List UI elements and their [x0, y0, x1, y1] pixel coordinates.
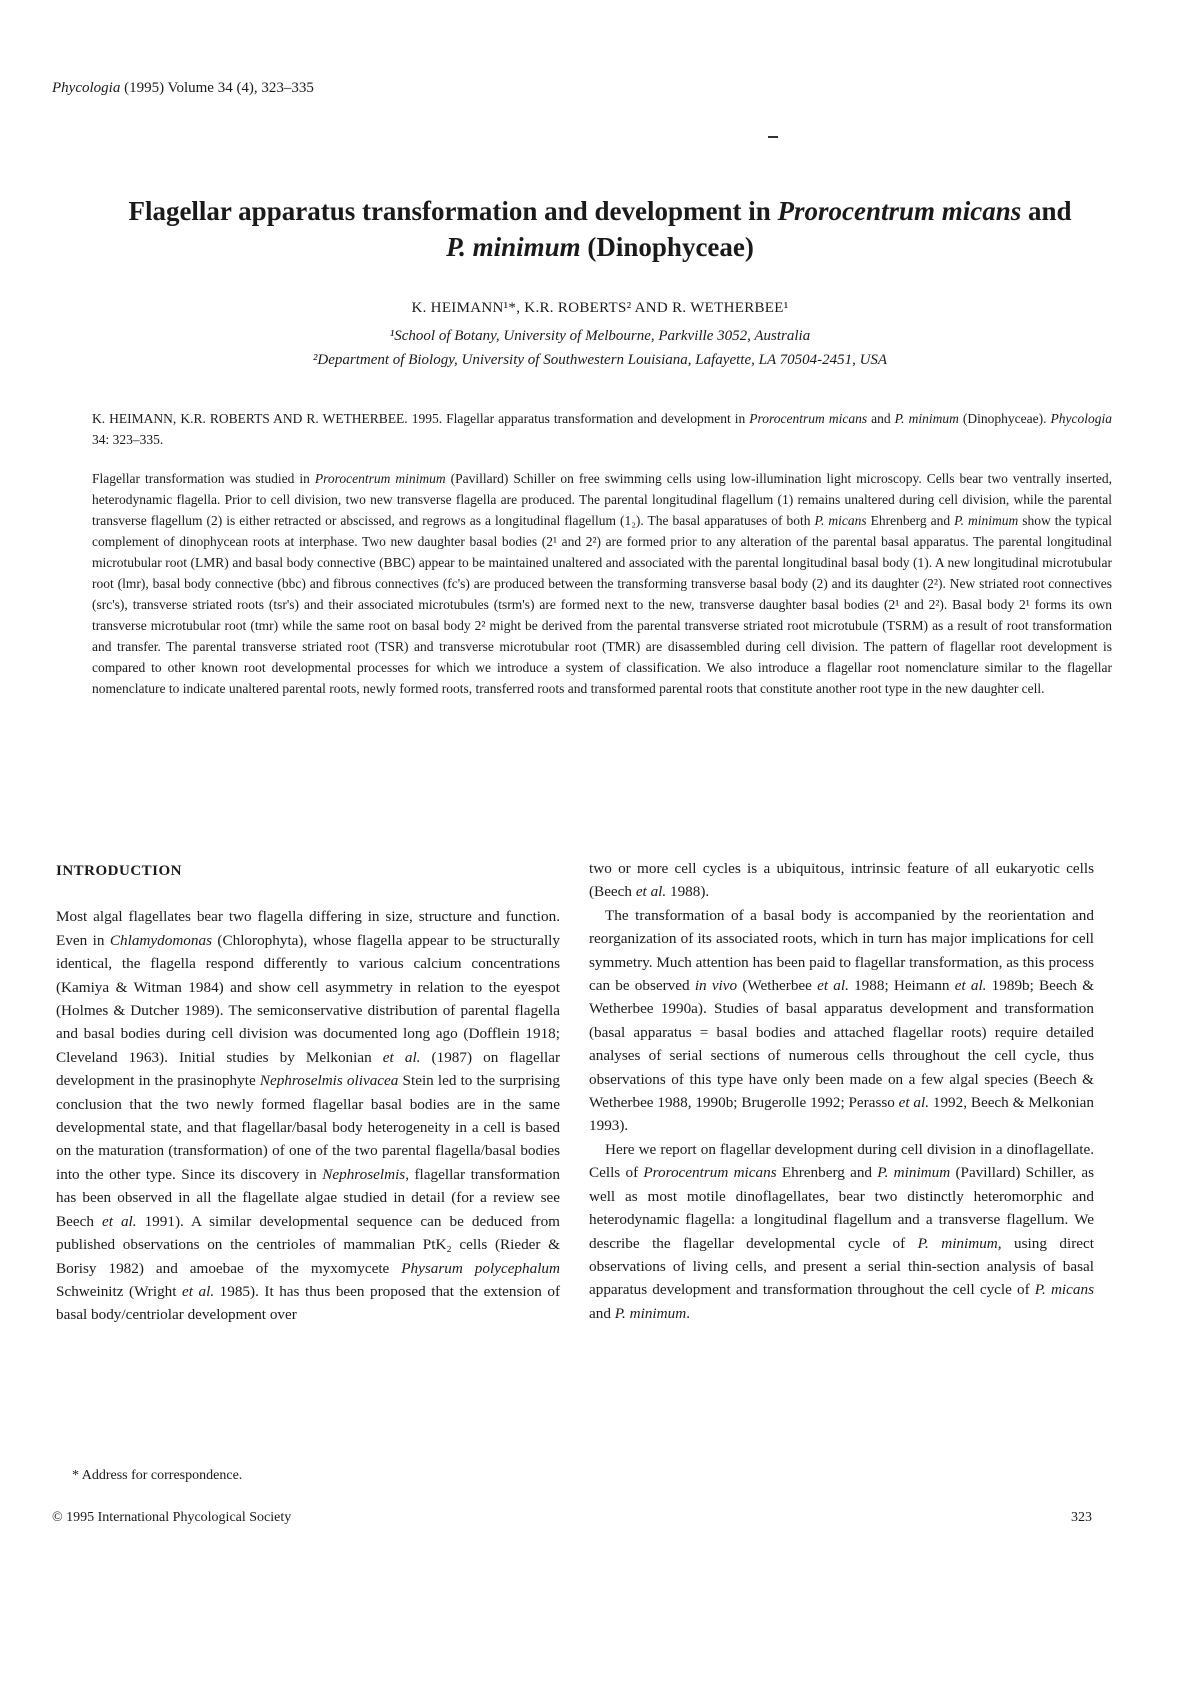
- citation-text: (Dinophyceae).: [958, 411, 1051, 426]
- citation-journal: Phycologia: [1050, 411, 1112, 426]
- abstract-text: Ehrenberg and: [866, 513, 955, 528]
- body-text: and: [589, 1304, 615, 1322]
- title-text: (Dinophyceae): [580, 232, 754, 262]
- species-name: Prorocentrum micans: [643, 1164, 777, 1182]
- species-name: P. minimum,: [917, 1234, 1002, 1252]
- title-text: and: [1021, 196, 1072, 226]
- species-name: Nephroselmis olivacea: [259, 1072, 399, 1090]
- abstract-text: Flagellar transformation was studied in: [92, 471, 315, 486]
- article-title: [50, 193, 1150, 265]
- body-text: 1988).: [666, 883, 710, 901]
- abstract-species: P. minimum: [954, 513, 1019, 528]
- body-text: 1992, Beech & Melkonian 1993).: [589, 1094, 1094, 1135]
- citation-species: Prorocentrum micans: [749, 411, 868, 426]
- title-species: Prorocentrum micans: [777, 196, 1022, 226]
- author-list: K. HEIMANN¹*, K.R. ROBERTS² AND R. WETHERBEE¹: [411, 300, 789, 316]
- journal-name: Phycologia: [52, 80, 121, 96]
- abstract-species: Prorocentrum minimum: [314, 471, 446, 486]
- title-species: P. minimum: [446, 232, 581, 262]
- body-text: Here we report on flagellar development during cell division in a dinoflagellate. Cells of: [589, 1140, 1094, 1182]
- body-text: 1985). It has thus been proposed that the extension of basal body/centriolar development over: [56, 1282, 561, 1324]
- title-text: Flagellar apparatus transformation and development in: [128, 196, 778, 226]
- species-name: P. minimum: [614, 1304, 687, 1322]
- citation-text: K. HEIMANN, K.R. ROBERTS AND R. WETHERBEE. 1995. Flagellar apparatus transformation and development in: [92, 411, 750, 426]
- et-al: et al.: [182, 1282, 215, 1300]
- body-text: 1989b; Beech & Wetherbee 1990a). Studies of basal apparatus development and transformation (basal apparatus = basal bodies and attached flagellar roots) require detailed analyses of serial sections of numerous cells throughout the cell cycle, thus observations of this type have only been made on a few algal species (Beech & Wetherbee 1988, 1990b; Brugerolle 1992; Perasso: [589, 977, 1095, 1112]
- intro-paragraph-continued: [589, 857, 1094, 904]
- genus-name: Chlamydomonas: [109, 931, 212, 949]
- genus-name: Nephroselmis: [322, 1165, 406, 1183]
- body-text: (Chlorophyta), whose flagella appear to be structurally identical, the flagella respond differently to various calcium concentrations (Kamiya & Witman 1984) and show cell asymmetry in relation to the eyespot (Holmes & Dutcher 1989). The semiconservative distribution of parental flagella and basal bodies during cell division was documented long ago (Dofflein 1918; Cleveland 1963). Initial studies by Melkonian: [56, 931, 560, 1066]
- et-al: et al.: [635, 883, 667, 901]
- citation: [92, 408, 1112, 450]
- body-text: (Pavillard) Schiller, as well as most motile dinoflagellates, bear two distinctly heteromorphic and heterodynamic flagella: a longitudinal flagellum and a transverse flagellum. We describe the flagellar developmental cycle of: [589, 1164, 1095, 1252]
- body-text: two or more cell cycles is a ubiquitous, intrinsic feature of all eukaryotic cells (Beech: [589, 860, 1094, 901]
- et-al: et al.: [382, 1048, 421, 1066]
- in-vivo: in vivo: [694, 977, 738, 995]
- column-right: [589, 857, 1094, 1325]
- body-text: The transformation of a basal body is accompanied by the reorientation and reorganization of its associated roots, which in turn has major implications for cell symmetry. Much attention has been paid to flagellar transformation, as this process can be observed: [589, 906, 1094, 995]
- intro-paragraph: [589, 904, 1094, 1138]
- intro-paragraph: [589, 1138, 1094, 1325]
- body-text: Most algal flagellates bear two flagella differing in size, structure and function. Even in: [56, 908, 560, 949]
- abstract-species: P. micans: [814, 513, 867, 528]
- et-al: et al.: [954, 977, 987, 995]
- species-name: P. micans: [1034, 1281, 1094, 1299]
- body-text: Schweinitz (Wright: [56, 1282, 183, 1300]
- species-name: Physarum polycephalum: [401, 1259, 560, 1277]
- et-al: et al.: [101, 1212, 137, 1230]
- abstract-text: show the typical complement of dinophycean roots at interphase. Two new daughter basal bodies (2¹ and 2²) are formed prior to any alteration of the parental basal apparatus. The parental longitudinal microtubular root (LMR) and basal body connective (BBC) appear to be maintained unaltered and associated with the parental longitudinal basal body (1). A new longitudinal microtubular root (lmr), basal body connective (bbc) and fibrous connectives (fc's) are produced between the transforming transverse basal body (2) and its daughter (2²). New striated root connectives (src's), transverse striated roots (tsr's) and their associated microtubules (tsrm's) are formed next to the new, transverse daughter basal bodies (2¹ and 2²). Basal body 2¹ forms its own transverse microtubular root (tmr) while the same root on basal body 2² might be derived from the parental transverse striated root microtubule (TSRM) as a result of root transformation and transfer. The parental transverse striated root (TSR) and transverse microtubular root (TMR) are disassembled during cell division. The pattern of flagellar root development is compared to other known root developmental processes for which we introduce a system of classification. We also introduce a flagellar root nomenclature similar to the flagellar nomenclature to indicate unaltered parental roots, newly formed roots, transferred roots and transformed parental roots that constitute another root type in the new daughter cell.: [92, 513, 1112, 696]
- body-text: 1988; Heimann: [848, 977, 955, 995]
- citation-species: P. minimum: [894, 411, 959, 426]
- scan-mark: [768, 136, 778, 138]
- body-text: .: [686, 1304, 690, 1322]
- abstract: [92, 468, 1112, 699]
- body-text: (1987) on flagellar development in the prasinophyte: [56, 1048, 561, 1090]
- body-text: Stein led to the surprising conclusion that the two newly formed flagellar basal bodies are in the same developmental state, and that flagellar/basal body heterogeneity in a cell is based on the maturation (transformation) of one of the two parental flagella/basal bodies into the other type. Since its discovery in: [56, 1072, 560, 1183]
- page-number: 323: [1071, 1510, 1092, 1525]
- affiliation-2: ²Department of Biology, University of Southwestern Louisiana, Lafayette, LA 70504-2451, USA: [312, 352, 888, 368]
- et-al: et al.: [817, 977, 849, 995]
- et-al: et al.: [898, 1094, 930, 1112]
- affiliation-1: ¹School of Botany, University of Melbourne, Parkville 3052, Australia: [389, 328, 811, 344]
- body-text: using direct observations of living cells, and present a serial thin-section analysis of basal apparatus development and transformation throughout the cell cycle of: [589, 1234, 1094, 1299]
- body-text: (Wetherbee: [737, 977, 818, 995]
- section-heading: INTRODUCTION: [56, 863, 183, 879]
- journal-volume-pages: (1995) Volume 34 (4), 323–335: [120, 80, 314, 96]
- citation-text: 34: 323–335.: [92, 432, 164, 447]
- intro-paragraph: [56, 905, 560, 1326]
- footnote: * Address for correspondence.: [72, 1468, 243, 1483]
- running-header: [52, 80, 314, 97]
- citation-text: and: [867, 411, 895, 426]
- species-name: P. minimum: [877, 1164, 951, 1182]
- body-text: , flagellar transformation has been observed in all the flagellate algae studied in detail (for a review see Beech: [56, 1165, 560, 1230]
- copyright-notice: © 1995 International Phycological Society: [52, 1510, 292, 1525]
- column-left: [56, 860, 560, 1327]
- body-text: Ehrenberg and: [776, 1164, 878, 1182]
- body-text: 1991). A similar developmental sequence can be deduced from published observations on the centrioles of mammalian PtK₂ cells (Rieder & Borisy 1982) and amoebae of the myxomycete: [56, 1212, 560, 1277]
- abstract-text: (Pavillard) Schiller on free swimming cells using low-illumination light microscopy. Cells bear two ventrally inserted, heterodynamic flagella. Prior to cell division, two new transverse flagella are produced. The parental longitudinal flagellum (1) remains unaltered during cell division, while the parental transverse flagellum (2) is either retracted or abscissed, and regrows as a longitudinal flagellum (1₂). The basal apparatuses of both: [92, 471, 1112, 528]
